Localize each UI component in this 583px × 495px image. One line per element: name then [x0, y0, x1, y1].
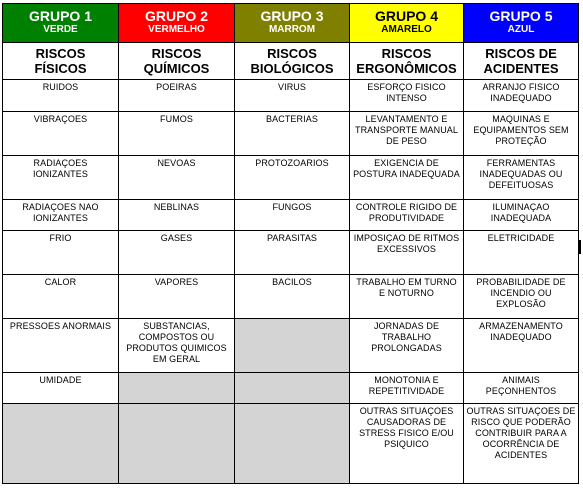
- table-row: [3, 373, 579, 404]
- risk-cell: FERRAMENTAS INADEQUADAS OU DEFEITUOSAS: [464, 156, 579, 200]
- group-1-title: GRUPO 1: [28, 8, 92, 24]
- risk-cell: VAPORES: [119, 275, 235, 319]
- empty-cell: [235, 404, 350, 484]
- table-row: [3, 275, 579, 319]
- group-3-title: GRUPO 3: [260, 8, 324, 24]
- risk-cell: ESFORÇO FISICO INTENSO: [350, 80, 464, 112]
- category-biological: [235, 43, 350, 80]
- risk-cell: POEIRAS: [119, 80, 235, 112]
- risk-cell: FRIO: [3, 231, 119, 275]
- table-row: [3, 200, 579, 231]
- risk-cell: CALOR: [3, 275, 119, 319]
- group-1-header: [3, 4, 119, 43]
- risk-cell: FUNGOS: [235, 200, 350, 231]
- risk-cell: MAQUINAS E EQUIPAMENTOS SEM PROTEÇÃO: [464, 112, 579, 156]
- risk-cell: UMIDADE: [3, 373, 119, 404]
- table-row: [3, 319, 579, 373]
- risk-cell: RADIAÇOES NAO IONIZANTES: [3, 200, 119, 231]
- empty-cell: [3, 404, 119, 484]
- group-5-header: [464, 4, 579, 43]
- risk-cell: ELETRICIDADE: [464, 231, 579, 275]
- group-4-header: [350, 4, 464, 43]
- risk-cell: NEBLINAS: [119, 200, 235, 231]
- group-2-color: VERMELHO: [148, 24, 205, 35]
- edge-marker: [578, 240, 581, 254]
- empty-cell: [119, 373, 235, 404]
- category-4-line2: ERGONÔMICOS: [356, 61, 457, 76]
- risk-cell: GASES: [119, 231, 235, 275]
- category-accident: [464, 43, 579, 80]
- risk-cell: RADIAÇOES IONIZANTES: [3, 156, 119, 200]
- group-2-header: [119, 4, 235, 43]
- category-chemical: [119, 43, 235, 80]
- group-5-color: AZUL: [507, 24, 535, 35]
- risk-cell: TRABALHO EM TURNO E NOTURNO: [350, 275, 464, 319]
- risk-cell: BACILOS: [235, 275, 350, 319]
- table-row: [3, 112, 579, 156]
- table-row: [3, 231, 579, 275]
- risk-cell: VIBRAÇOES: [3, 112, 119, 156]
- risk-cell: JORNADAS DE TRABALHO PROLONGADAS: [350, 319, 464, 373]
- category-4-line1: RISCOS: [381, 46, 432, 61]
- risk-cell: CONTROLE RIGIDO DE PRODUTIVIDADE: [350, 200, 464, 231]
- category-1-line1: RISCOS: [35, 46, 86, 61]
- empty-cell: [119, 404, 235, 484]
- table-row: [3, 80, 579, 112]
- group-header-row: [3, 4, 579, 43]
- category-ergonomic: [350, 43, 464, 80]
- group-4-title: GRUPO 4: [374, 8, 438, 24]
- risk-cell: LEVANTAMENTO E TRANSPORTE MANUAL DE PESO: [350, 112, 464, 156]
- group-4-color: AMARELO: [381, 24, 432, 35]
- table-row: [3, 156, 579, 200]
- category-3-line2: BIOLÓGICOS: [250, 61, 334, 76]
- group-2-title: GRUPO 2: [144, 8, 208, 24]
- risk-cell: NEVOAS: [119, 156, 235, 200]
- risk-cell: ILUMINAÇAO INADEQUADA: [464, 200, 579, 231]
- group-3-header: [235, 4, 350, 43]
- category-3-line1: RISCOS: [267, 46, 317, 61]
- risk-cell: PROBABILIDADE DE INCENDIO OU EXPLOSÃO: [464, 275, 579, 319]
- category-1-line2: FÍSICOS: [34, 61, 87, 76]
- empty-cell: [235, 319, 350, 373]
- risk-groups-table: [2, 3, 579, 484]
- category-row: [3, 43, 579, 80]
- category-physical: [3, 43, 119, 80]
- risk-cell: ARMAZENAMENTO INADEQUADO: [464, 319, 579, 373]
- risk-cell: ARRANJO FISICO INADEQUADO: [464, 80, 579, 112]
- risk-cell: OUTRAS SITUAÇOES DE RISCO QUE PODERÃO CONTRIBUIR PARA A OCORRÊNCIA DE ACIDENTES: [464, 404, 579, 484]
- category-2-line2: QUÍMICOS: [143, 61, 210, 76]
- risk-cell: EXIGENCIA DE POSTURA INADEQUADA: [350, 156, 464, 200]
- group-5-title: GRUPO 5: [489, 8, 553, 24]
- category-5-line1: RISCOS DE: [485, 46, 557, 61]
- risk-cell: OUTRAS SITUAÇOES CAUSADORAS DE STRESS FISICO E/OU PSIQUICO: [350, 404, 464, 484]
- group-1-color: VERDE: [43, 24, 78, 35]
- empty-cell: [235, 373, 350, 404]
- risk-cell: RUIDOS: [3, 80, 119, 112]
- risk-cell: PRESSOES ANORMAIS: [3, 319, 119, 373]
- risk-cell: MONOTONIA E REPETITIVIDADE: [350, 373, 464, 404]
- risk-cell: IMPOSIÇAO DE RITMOS EXCESSIVOS: [350, 231, 464, 275]
- risk-body: [3, 80, 579, 484]
- category-2-line1: RISCOS: [151, 46, 202, 61]
- risk-cell: PARASITAS: [235, 231, 350, 275]
- table-row: [3, 404, 579, 484]
- risk-cell: PROTOZOARIOS: [235, 156, 350, 200]
- category-5-line2: ACIDENTES: [483, 61, 559, 76]
- risk-cell: BACTERIAS: [235, 112, 350, 156]
- risk-cell: FUMOS: [119, 112, 235, 156]
- group-3-color: MARROM: [268, 24, 316, 35]
- risk-cell: VIRUS: [235, 80, 350, 112]
- risk-cell: ANIMAIS PEÇONHENTOS: [464, 373, 579, 404]
- risk-cell: SUBSTANCIAS, COMPOSTOS OU PRODUTOS QUIMICOS EM GERAL: [119, 319, 235, 373]
